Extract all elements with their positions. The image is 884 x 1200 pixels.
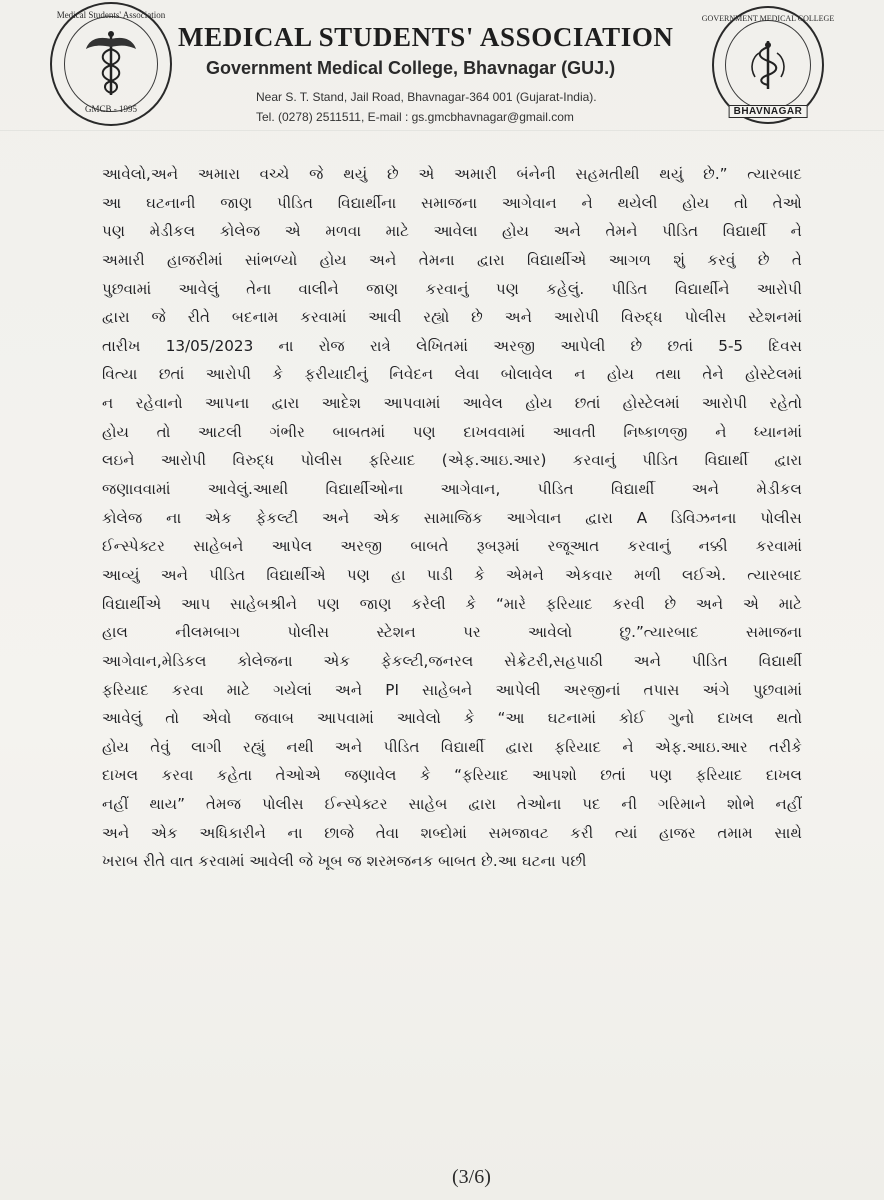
body-line: દ્વારા જે રીતે બદનામ કરવામાં આવી રહ્યો છે અને આરોપી વિરુદ્ધ પોલીસ સ્ટેશનમાં [102,308,802,327]
body-line: આવ્યું અને પીડિત વિદ્યાર્થીએ પણ હા પાડી કે એમને એકવાર મળી લઈએ. ત્યારબાદ [102,565,802,584]
body-line: ન રહેવાનો આપના દ્વારા આદેશ આપવામાં આવેલ હોય છતાં હોસ્ટેલમાં આરોપી રહેતો [102,394,802,413]
letter-body [102,160,802,876]
address-line: Near S. T. Stand, Jail Road, Bhavnagar-364 001 (Gujarat-India). [256,90,597,104]
body-line: વિદ્યાર્થીએ આપ સાહેબશ્રીને પણ જાણ કરેલી કે “મારે ફરિયાદ કરવી છે અને એ માટે [102,594,802,613]
body-line: હોય તેવું લાગી રહ્યું નથી અને પીડિત વિદ્યાર્થી દ્વારા ફરિયાદ ને એફ.આઇ.આર તરીકે [102,737,802,756]
body-line: અમારી હાજરીમાં સાંભળ્યો હોય અને તેમના દ્વારા વિદ્યાર્થીએ આગળ શું કરવું છે તે [102,250,802,269]
body-line: ઈન્સ્પેક્ટર સાહેબને આપેલ અરજી બાબતે રૂબરૂમાં રજૂઆત કરવાનું નક્કી કરવામાં [102,537,802,556]
body-line: આવેલું તો એવો જવાબ આપવામાં આવેલો કે “આ ઘટનામાં કોઈ ગુનો દાખલ થતો [102,709,802,728]
college-name: Government Medical College, Bhavnagar (GUJ.) [206,58,616,78]
contact-line: Tel. (0278) 2511511, E-mail : gs.gmcbhavnagar@gmail.com [256,110,574,124]
body-line: પણ મેડીકલ કોલેજ એ મળવા માટે આવેલા હોય અને તેમને પીડિત વિદ્યાર્થી ને [102,222,802,241]
header-divider [0,130,884,131]
body-line: નહીં થાય” તેમજ પોલીસ ઈન્સ્પેક્ટર સાહેબ દ્વારા તેઓના પદ ની ગરિમાને શોભે નહીં [102,795,802,814]
body-line: લઇને આરોપી વિરુદ્ધ પોલીસ ફરિયાદ (એફ.આઇ.આર) કરવાનું પીડિત વિદ્યાર્થી દ્વારા [102,451,802,470]
body-line: કોલેજ ના એક ફેકલ્ટી અને એક સામાજિક આગેવાન દ્વારા A ડિવિઝનના પોલીસ [102,508,802,527]
body-line: હાલ નીલમબાગ પોલીસ સ્ટેશન પર આવેલો છુ.”ત્યારબાદ સમાજના [102,623,802,642]
body-line: આ ઘટનાની જાણ પીડિત વિદ્યાર્થીના સમાજના આગેવાન ને થયેલી હોય તો તેઓ [102,193,802,212]
body-line: ખરાબ રીતે વાત કરવામાં આવેલી જે ખૂબ જ શરમજનક બાબત છે.આ ઘટના પછી [102,852,587,871]
association-seal [50,2,172,126]
association-title: MEDICAL STUDENTS' ASSOCIATION [178,22,674,52]
body-line: આગેવાન,મેડિકલ કોલેજના એક ફેકલ્ટી,જનરલ સેક્રેટરી,સહપાઠી અને પીડિત વિદ્યાર્થી [102,651,802,670]
body-line: આવેલો,અને અમારા વચ્ચે જે થયું છે એ અમારી બંનેની સહમતીથી થયું છે.” ત્યારબાદ [102,165,802,183]
body-line: જણાવવામાં આવેલું.આથી વિદ્યાર્થીઓના આગેવાન, પીડિત વિદ્યાર્થી અને મેડીકલ [102,480,802,499]
body-line: દાખલ કરવા કહેતા તેઓએ જણાવેલ કે “ફરિયાદ આપશો છતાં પણ ફરિયાદ દાખલ [102,766,802,785]
caduceus-icon [84,29,138,99]
rod-of-asclepius-icon [745,37,791,93]
seal-arc-text: GOVERNMENT MEDICAL COLLEGE [701,14,835,23]
seal-inner-ring [64,16,158,112]
body-line: પુછવામાં આવેલું તેના વાલીને જાણ કરવાનું પણ કહેલું. પીડિત વિદ્યાર્થીને આરોપી [102,279,802,298]
page-number: (3/6) [452,1166,491,1188]
college-seal [701,6,835,124]
body-line: ફરિયાદ કરવા માટે ગયેલાં અને PI સાહેબને આપેલી અરજીનાં તપાસ અંગે પુછવામાં [102,680,802,699]
seal-inner-ring [725,20,811,111]
seal-plate-text: BHAVNAGAR [729,105,808,118]
body-line: તારીખ 13/05/2023 ના રોજ રાત્રે લેખિતમાં અરજી આપેલી છે છતાં 5-5 દિવસ [102,336,802,355]
body-line: હોય તો આટલી ગંભીર બાબતમાં પણ દાખવવામાં આવતી નિષ્કાળજી ને ધ્યાનમાં [102,422,802,441]
seal-arc-text: Medical Students' Association [56,10,166,20]
seal-year-text: GMCB - 1995 [84,104,138,114]
body-line: વિત્યા છતાં આરોપી કે ફરીયાદીનું નિવેદન લેવા બોલાવેલ ન હોય તથા તેને હોસ્ટેલમાં [102,365,802,384]
body-line: અને એક અધિકારીને ના છાજે તેવા શબ્દોમાં સમજાવટ કરી ત્યાં હાજર તમામ સાથે [102,823,802,842]
